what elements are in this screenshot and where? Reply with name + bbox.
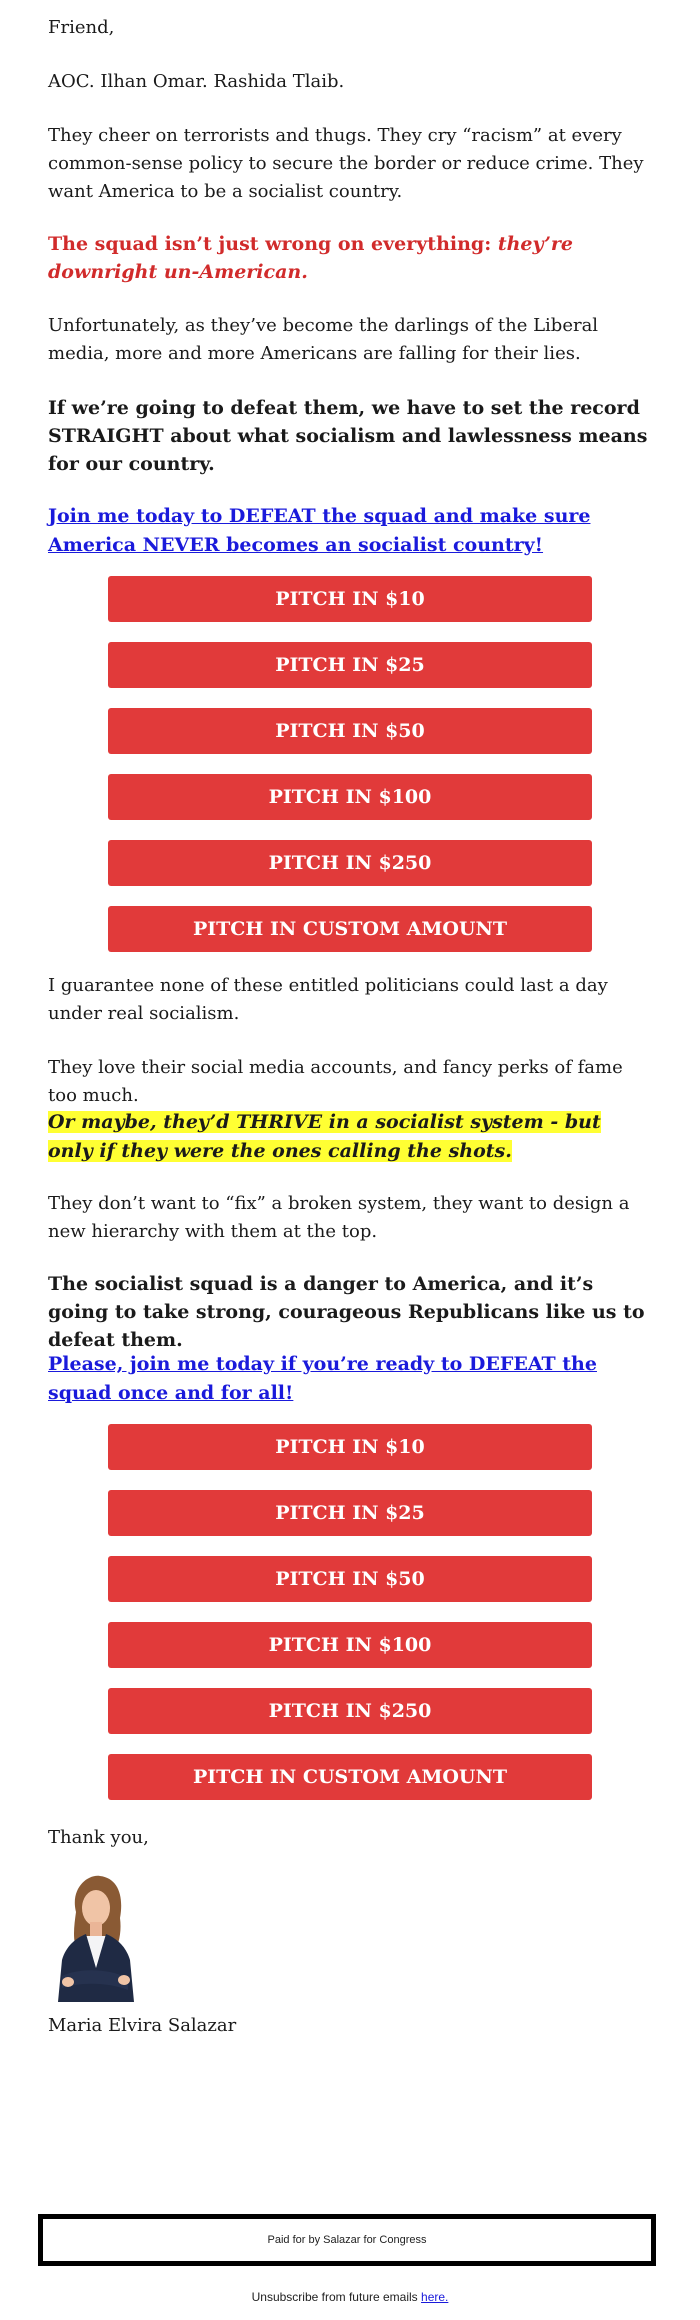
bold-danger-paragraph: The socialist squad is a danger to America, and it’s going to take strong, courageous Republicans like us to defeat them. xyxy=(48,1273,645,1351)
donate-button-100-a[interactable]: PITCH IN $100 xyxy=(108,774,592,820)
signature-name: Maria Elvira Salazar xyxy=(48,2015,237,2036)
donate-button-50-b[interactable]: PITCH IN $50 xyxy=(108,1556,592,1602)
donate-button-250-a[interactable]: PITCH IN $250 xyxy=(108,840,592,886)
donate-button-10-b[interactable]: PITCH IN $10 xyxy=(108,1424,592,1470)
signature-photo xyxy=(48,1868,142,2002)
closing: Thank you, xyxy=(48,1827,149,1848)
highlighted-text: Or maybe, they’d THRIVE in a socialist system - but only if they were the ones calling the shots. xyxy=(48,1111,601,1162)
unsubscribe-line xyxy=(0,2290,700,2304)
social-media-paragraph: They love their social media accounts, and fancy perks of fame too much. xyxy=(48,1057,623,1106)
donate-button-custom-b[interactable]: PITCH IN CUSTOM AMOUNT xyxy=(108,1754,592,1800)
socialism-paragraph: I guarantee none of these entitled politicians could last a day under real socialism. xyxy=(48,975,608,1024)
cta-link-1[interactable]: Join me today to DEFEAT the squad and make sure America NEVER becomes an socialist country! xyxy=(48,505,591,556)
donate-button-10-a[interactable]: PITCH IN $10 xyxy=(108,576,592,622)
cta-link-2[interactable]: Please, join me today if you’re ready to DEFEAT the squad once and for all! xyxy=(48,1353,597,1404)
highlight-paragraph xyxy=(48,1108,652,1166)
unsubscribe-link[interactable]: here. xyxy=(421,2290,449,2304)
donate-button-25-a[interactable]: PITCH IN $25 xyxy=(108,642,592,688)
intro-paragraph: They cheer on terrorists and thugs. They cry “racism” at every common-sense policy to secure the border or reduce crime. They want America to be a socialist country. xyxy=(48,125,644,202)
red-statement-italic: they’re downright un-American. xyxy=(48,233,573,283)
paid-for-disclaimer: Paid for by Salazar for Congress xyxy=(38,2214,656,2266)
donate-button-250-b[interactable]: PITCH IN $250 xyxy=(108,1688,592,1734)
unsubscribe-text: Unsubscribe from future emails xyxy=(251,2290,422,2304)
cta-link-1-wrapper xyxy=(48,502,652,560)
donate-button-100-b[interactable]: PITCH IN $100 xyxy=(108,1622,592,1668)
red-statement xyxy=(48,230,652,286)
bold-defeat-paragraph: If we’re going to defeat them, we have to set the record STRAIGHT about what socialism and lawlessness means for our country. xyxy=(48,397,648,475)
donate-button-25-b[interactable]: PITCH IN $25 xyxy=(108,1490,592,1536)
hierarchy-paragraph: They don’t want to “fix” a broken system, they want to design a new hierarchy with them at the top. xyxy=(48,1193,630,1242)
salutation: Friend, xyxy=(48,17,115,38)
liberal-media-paragraph: Unfortunately, as they’ve become the darlings of the Liberal media, more and more Americans are falling for their lies. xyxy=(48,315,599,364)
red-statement-plain: The squad isn’t just wrong on everything: xyxy=(48,233,498,255)
donate-button-custom-a[interactable]: PITCH IN CUSTOM AMOUNT xyxy=(108,906,592,952)
cta-link-2-wrapper xyxy=(48,1350,652,1408)
names-line: AOC. Ilhan Omar. Rashida Tlaib. xyxy=(48,71,345,92)
donate-button-50-a[interactable]: PITCH IN $50 xyxy=(108,708,592,754)
